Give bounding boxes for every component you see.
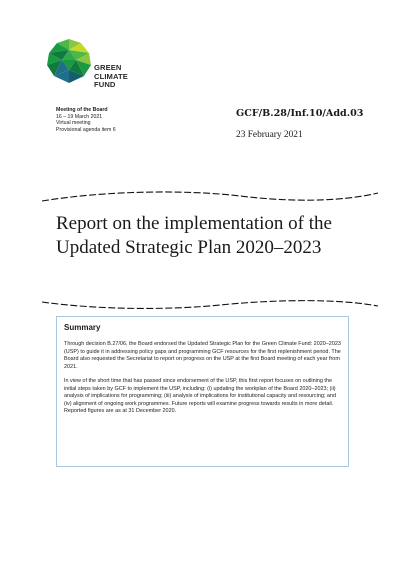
gcf-logo (46, 38, 146, 98)
summary-heading: Summary (64, 323, 101, 332)
meeting-title: Meeting of the Board (56, 107, 108, 113)
wave-divider-bottom (40, 296, 380, 314)
meeting-info (56, 107, 116, 133)
logo-line-climate: CLIMATE (94, 71, 128, 81)
report-title (56, 212, 376, 260)
meeting-dates: 16 – 19 March 2021 (56, 113, 103, 120)
logo-wordmark (94, 64, 128, 90)
meeting-agenda-item: Provisional agenda item 6 (56, 126, 116, 133)
summary-paragraph-1: Through decision B.27/06, the Board endorsed the Updated Strategic Plan for the Green Climate Fund: 2020–2023 (USP) to guide it in addressing policy gaps and programming GCF resources for the first replenishment period. The Board also requested the Secretariat to report on progress on the USP at the first Board meeting of each year from 2021. (64, 341, 341, 370)
report-title-line-1: Report on the implementation of the (56, 213, 332, 234)
report-title-line-2: Updated Strategic Plan 2020–2023 (56, 237, 322, 258)
globe-logo-icon (46, 38, 92, 84)
logo-line-green: GREEN (94, 63, 122, 72)
document-code: GCF/B.28/Inf.10/Add.03 (236, 108, 364, 119)
summary-paragraph-2: In view of the short time that has passed since endorsement of the USP, this first report focuses on outlining the initial steps taken by GCF to implement the USP, including: (i) updating the workplan of the Board 2020–2023; (ii) analysis of implications for programming; (iii) analysis of implications for institutional capacity and resourcing; and (iv) alignment of ongoing work programmes. Future reports will examine progress towards results in more detail. Reported figures are as at 31 December 2020. (64, 378, 336, 414)
summary-box (56, 316, 349, 467)
logo-line-fund: FUND (94, 80, 116, 90)
document-date: 23 February 2021 (236, 130, 303, 140)
wave-divider-top (40, 188, 380, 206)
meeting-venue: Virtual meeting (56, 120, 91, 127)
